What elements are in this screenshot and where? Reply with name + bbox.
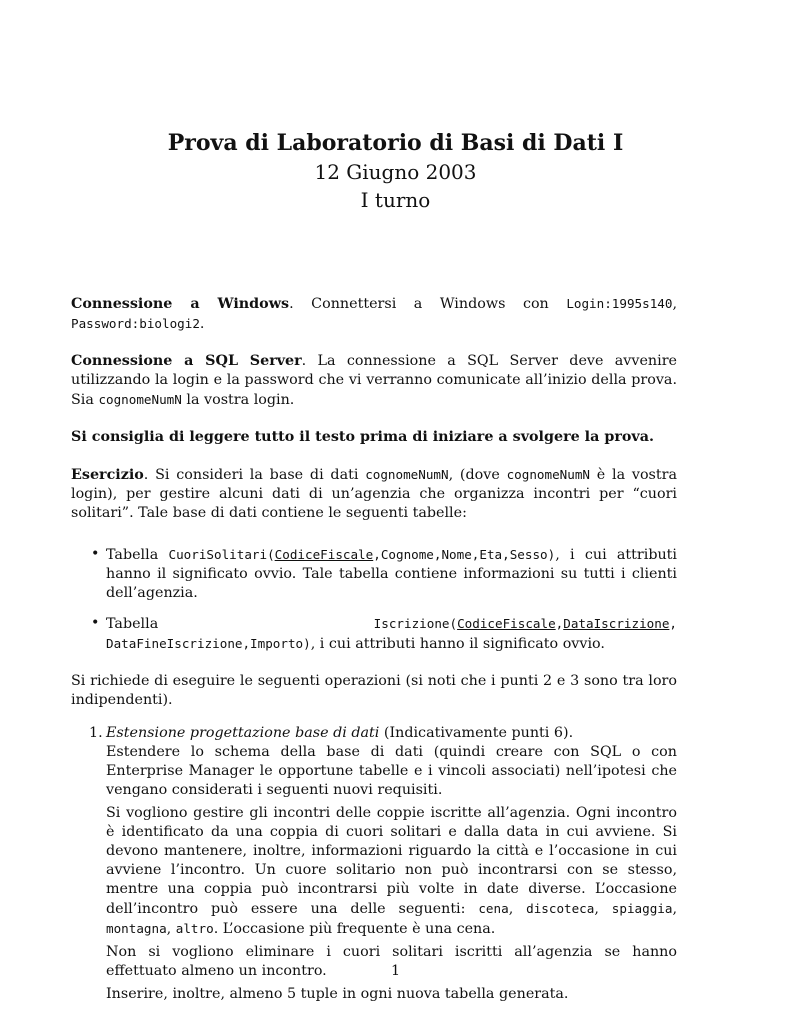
operation-insert: Inserire, inoltre, almeno 5 tuple in ogni nuova tabella generata.: [106, 986, 569, 1002]
sql-connection-paragraph: Connessione a SQL Server. La connessione a SQL Server deve avvenire utilizzando la login e la password che vi verranno comunicate all’inizio della prova. Sia cognomeNumN la vostra login.: [71, 353, 677, 408]
windows-login: Login:1995s140: [566, 296, 673, 311]
operation-description: Estendere lo schema della base di dati (quindi creare con SQL o con Enterprise Manager le opportune tabelle e i vincoli associati) nell’ipotesi che vengano considerati i seguenti nuovi requisiti.: [106, 744, 677, 798]
request-paragraph: Si richiede di eseguire le seguenti operazioni (si noti che i punti 2 e 3 sono tra loro indipendenti).: [71, 673, 677, 708]
advice-paragraph: Si consiglia di leggere tutto il testo prima di iniziare a svolgere la prova.: [71, 429, 654, 445]
operation-title: Estensione progettazione base di dati: [106, 725, 380, 741]
sql-connection-heading: Connessione a SQL Server: [71, 353, 302, 369]
exercise-heading: Esercizio: [71, 467, 144, 483]
exercise-paragraph: Esercizio. Si consideri la base di dati cognomeNumN, (dove cognomeNumN è la vostra login), per gestire alcuni dati di un’agenzia che organizza incontri per “cuori solitari”. Tale base di dati contiene le seguenti tabelle:: [71, 467, 677, 521]
exam-date: 12 Giugno 2003: [314, 160, 477, 184]
document-header: [0, 128, 791, 214]
exam-shift: I turno: [360, 188, 431, 212]
primary-key: DataIscrizione: [563, 616, 670, 631]
bullet-icon: •: [91, 546, 100, 562]
list-item-cuorisolitari: • Tabella CuoriSolitari(CodiceFiscale,Cognome,Nome,Eta,Sesso), i cui attributi hanno il significato ovvio. Tale tabella contiene informazioni su tutti i clienti dell’agenzia.: [91, 546, 678, 601]
document-title: Prova di Laboratorio di Basi di Dati I: [167, 130, 624, 156]
primary-key: CodiceFiscale: [457, 616, 556, 631]
list-item-iscrizione: • Tabella Iscrizione(CodiceFiscale,DataIscrizione, DataFineIscrizione,Importo), i cui attributi hanno il significato ovvio.: [91, 615, 677, 652]
operation-constraint: Non si vogliono eliminare i cuori solitari iscritti all’agenzia se hanno effettuato almeno un incontro.: [106, 944, 677, 979]
table-list: [71, 545, 677, 654]
operation-requirements: Si vogliono gestire gli incontri delle coppie iscritte all’agenzia. Ogni incontro è identificato da una coppia di cuori solitari e dalla data in cui avviene. Si devono mantenere, inoltre, informazioni riguardo la città e l’occasione in cui avviene l’incontro. Un cuore solitario non può incontrarsi con se stesso, mentre una coppia può incontrarsi più volte in date diverse. L’occasione dell’incontro può essere una delle seguenti: cena, discoteca, spiaggia, montagna, altro. L’occasione più frequente è una cena.: [106, 805, 677, 937]
operation-number: 1.: [89, 725, 103, 741]
sql-login-code: cognomeNumN: [98, 392, 182, 407]
primary-key: CodiceFiscale: [274, 547, 374, 562]
windows-connection-paragraph: Connessione a Windows. Connettersi a Windows con Login:1995s140, Password:biologi2.: [71, 296, 678, 332]
bullet-icon: •: [91, 615, 100, 631]
page-number: 1: [390, 963, 401, 979]
operation-points: (Indicativamente punti 6).: [379, 725, 574, 741]
document-body: [71, 294, 677, 1004]
windows-connection-heading: Connessione a Windows: [71, 296, 290, 312]
windows-password: Password:biologi2: [71, 316, 200, 331]
